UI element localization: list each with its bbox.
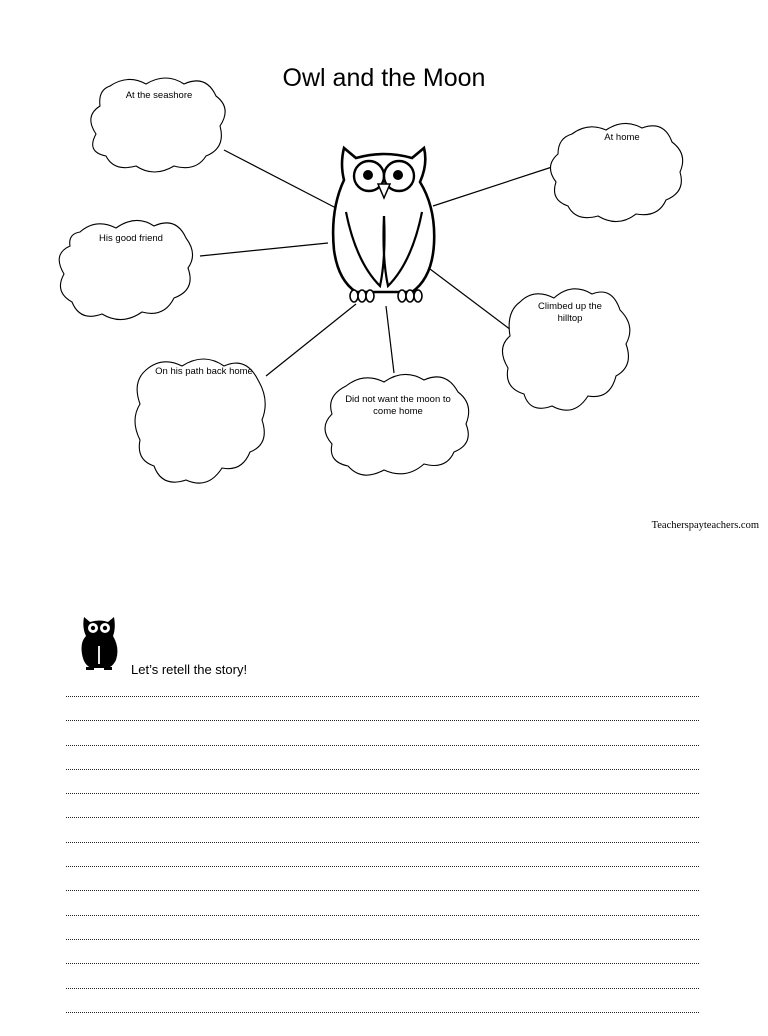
connector-hilltop [430,269,511,330]
writing-line [66,939,699,940]
retell-prompt: Let’s retell the story! [131,662,248,677]
small-owl-icon [82,617,118,670]
writing-line [66,696,699,697]
writing-line [66,890,699,891]
cloud-label-path: On his path back home [155,366,253,377]
connector-path [266,304,356,376]
cloud-moon [325,374,469,475]
connector-seashore [224,150,336,208]
cloud-label-home: At home [604,132,640,143]
writing-line [66,915,699,916]
writing-line [66,1012,699,1013]
writing-line [66,963,699,964]
connector-friend [200,243,328,256]
writing-line [66,866,699,867]
worksheet-title: Owl and the Moon [282,64,486,92]
cloud-label-friend: His good friend [99,233,163,244]
writing-line [66,769,699,770]
cloud-label-seashore: At the seashore [125,90,193,101]
connector-moon [386,306,394,373]
cloud-label-moon: Did not want the moon to come home [345,394,451,417]
writing-line [66,720,699,721]
credit-text: Teacherspayteachers.com [651,520,759,531]
writing-line [66,842,699,843]
writing-line [66,793,699,794]
writing-line [66,745,699,746]
cloud-label-hilltop: Climbed up the hilltop [538,301,602,324]
owl-icon [333,148,434,302]
writing-line [66,817,699,818]
writing-lines [66,696,699,1036]
writing-line [66,988,699,989]
connector-home [433,167,552,206]
